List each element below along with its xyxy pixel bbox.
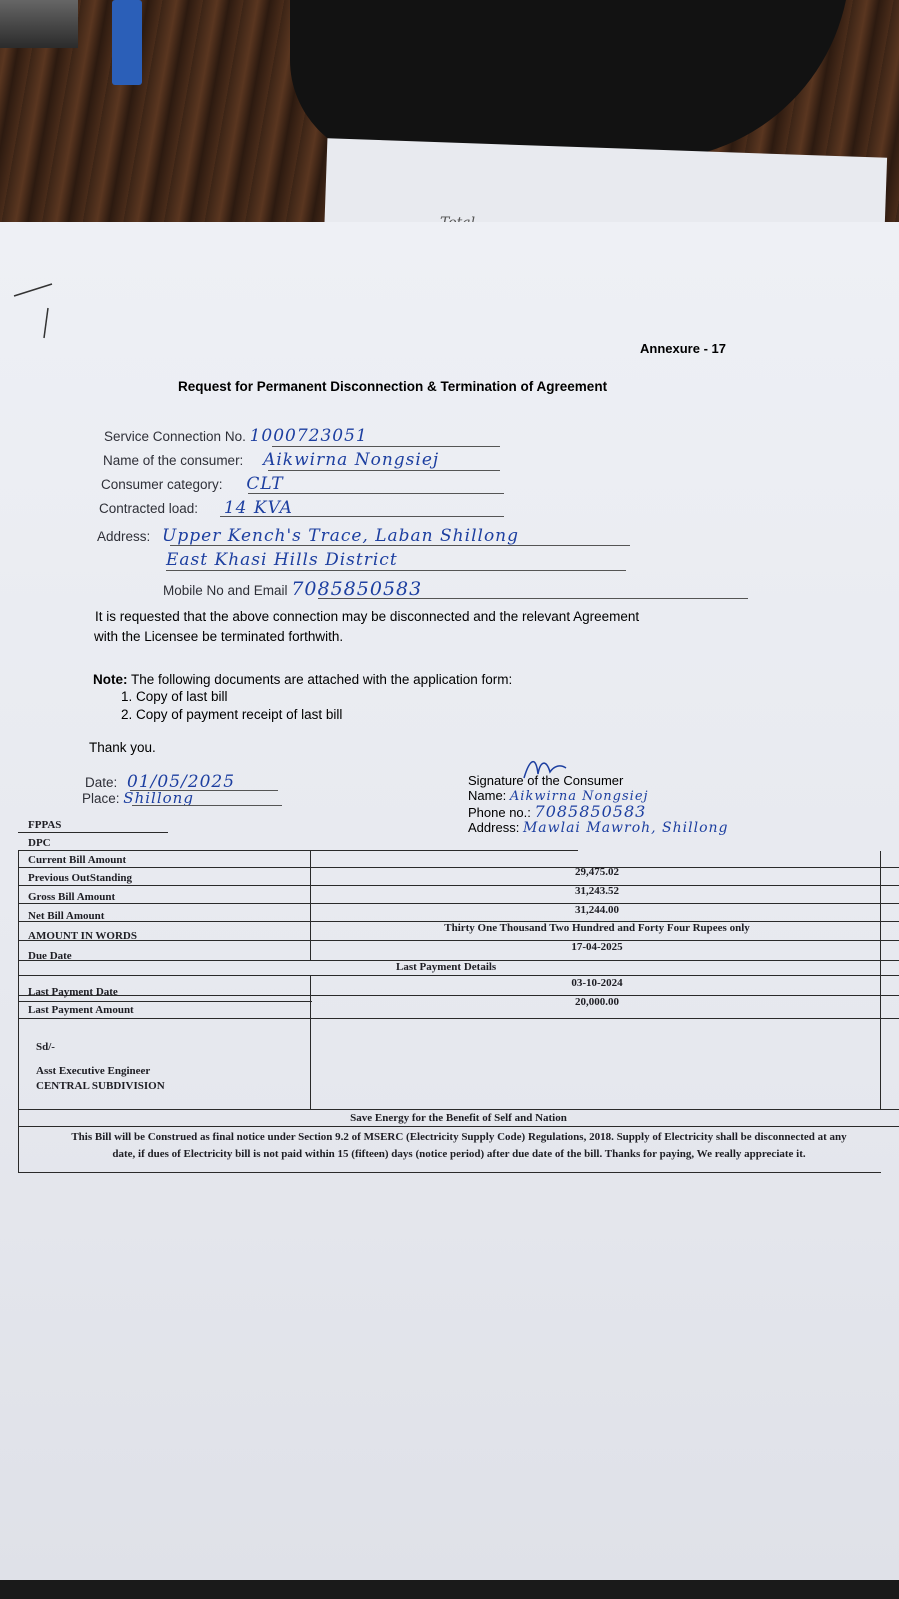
last-payment-date-value: 03-10-2024 bbox=[571, 977, 623, 989]
address-field bbox=[97, 526, 519, 546]
underline bbox=[272, 446, 500, 447]
note-label: Note: bbox=[93, 672, 128, 687]
last-payment-date-label: Last Payment Date bbox=[28, 986, 118, 998]
table-rule bbox=[18, 1109, 899, 1110]
last-payment-amount-value: 20,000.00 bbox=[575, 996, 619, 1008]
previous-outstanding-label: Previous OutStanding bbox=[28, 872, 133, 884]
signature-phone-value: 7085850583 bbox=[534, 802, 647, 821]
blue-object bbox=[112, 0, 142, 85]
underline bbox=[132, 805, 282, 806]
address-label: Address: bbox=[97, 529, 151, 544]
table-rule bbox=[18, 1172, 881, 1173]
table-right-border bbox=[880, 851, 881, 1109]
notice-line-2: date, if dues of Electricity bill is not paid within 15 (fifteen) days (notice period) after due date of the bill. Thanks for paying, We really appreciate it. bbox=[112, 1148, 806, 1160]
underline bbox=[170, 545, 630, 546]
gross-bill-value: 31,243.52 bbox=[575, 885, 619, 897]
place-label: Place: bbox=[82, 791, 120, 806]
mobile-value: 7085850583 bbox=[291, 578, 423, 600]
last-payment-details-label: Last Payment Details bbox=[396, 961, 497, 973]
notice-line-1: This Bill will be Construed as final notice under Section 9.2 of MSERC (Electricity Supply Code) Regulations, 2018. Supply of Electricity shall be disconnected at any bbox=[71, 1131, 847, 1143]
consumer-category-label: Consumer category: bbox=[101, 477, 223, 492]
underline bbox=[220, 516, 504, 517]
pen-mark-icon bbox=[12, 280, 72, 340]
signature-name-label: Name: bbox=[468, 788, 507, 803]
consumer-category-value: CLT bbox=[246, 474, 284, 494]
address-line-2: East Khasi Hills District bbox=[166, 550, 398, 570]
address-line-1: Upper Kench's Trace, Laban Shillong bbox=[162, 526, 520, 546]
table-rule bbox=[18, 850, 578, 851]
table-column-divider bbox=[310, 975, 311, 1109]
table-rule bbox=[18, 975, 899, 976]
request-text-line-1: It is requested that the above connection may be disconnected and the relevant Agreement bbox=[95, 609, 640, 624]
due-date-label: Due Date bbox=[28, 950, 72, 962]
signature-block bbox=[468, 773, 729, 836]
contracted-load-field bbox=[99, 498, 293, 518]
table-rule bbox=[18, 832, 168, 833]
signature-label: Signature of the Consumer bbox=[468, 773, 624, 788]
consumer-name-value: Aikwirna Nongsiej bbox=[263, 450, 440, 470]
notice-text bbox=[24, 1129, 894, 1163]
service-connection-value: 1000723051 bbox=[249, 426, 368, 446]
signature-address-label: Address: bbox=[468, 820, 520, 835]
current-bill-label: Current Bill Amount bbox=[28, 854, 127, 866]
consumer-name-label: Name of the consumer: bbox=[103, 453, 244, 468]
slogan-text: Save Energy for the Benefit of Self and Nation bbox=[350, 1112, 567, 1124]
last-payment-amount-label: Last Payment Amount bbox=[28, 1004, 134, 1016]
documents-list bbox=[121, 688, 342, 724]
amount-in-words-value: Thirty One Thousand Two Hundred and Forty Four Rupees only bbox=[444, 922, 750, 934]
sd-text: Sd/- bbox=[36, 1041, 55, 1053]
mobile-label: Mobile No and Email bbox=[163, 583, 288, 598]
place-value: Shillong bbox=[123, 789, 194, 807]
form-title: Request for Permanent Disconnection & Termination of Agreement bbox=[178, 379, 608, 394]
metal-object bbox=[0, 0, 78, 48]
underline bbox=[318, 598, 748, 599]
signature-phone-line bbox=[468, 804, 729, 820]
date-label: Date: bbox=[85, 775, 118, 790]
underline bbox=[248, 493, 504, 494]
signature-address-line bbox=[468, 820, 729, 836]
document-item: 1. Copy of last bill bbox=[121, 689, 228, 704]
consumer-name-field bbox=[103, 450, 439, 470]
office-text: CENTRAL SUBDIVISION bbox=[36, 1080, 165, 1092]
contracted-load-label: Contracted load: bbox=[99, 501, 199, 516]
consumer-category-field bbox=[101, 474, 284, 494]
note-line bbox=[93, 670, 512, 690]
request-text-line-2: with the Licensee be terminated forthwith. bbox=[94, 629, 344, 644]
table-rule bbox=[18, 1018, 899, 1019]
table-column-divider bbox=[310, 851, 311, 961]
due-date-value: 17-04-2025 bbox=[571, 941, 623, 953]
fppas-label: FPPAS bbox=[28, 819, 62, 831]
table-rule bbox=[18, 1126, 899, 1127]
amount-in-words-label: AMOUNT IN WORDS bbox=[28, 930, 137, 942]
address-line-2-field bbox=[166, 550, 398, 570]
document-item: 2. Copy of payment receipt of last bill bbox=[121, 707, 343, 722]
signature-name-value: Aikwirna Nongsiej bbox=[509, 789, 649, 804]
service-connection-label: Service Connection No. bbox=[104, 429, 246, 444]
gross-bill-label: Gross Bill Amount bbox=[28, 891, 116, 903]
net-bill-label: Net Bill Amount bbox=[28, 910, 105, 922]
net-bill-value: 31,244.00 bbox=[575, 904, 619, 916]
mobile-field bbox=[163, 578, 422, 600]
table-left-border bbox=[18, 851, 19, 1173]
contracted-load-value: 14 KVA bbox=[223, 498, 293, 518]
underline bbox=[268, 470, 500, 471]
dpc-label: DPC bbox=[28, 837, 51, 849]
designation-text: Asst Executive Engineer bbox=[36, 1065, 151, 1077]
date-value: 01/05/2025 bbox=[127, 772, 236, 792]
note-text: The following documents are attached with the application form: bbox=[131, 672, 513, 687]
thank-you-text: Thank you. bbox=[89, 740, 156, 755]
underline bbox=[166, 570, 626, 571]
signature-address-value: Mawlai Mawroh, Shillong bbox=[522, 820, 729, 836]
annexure-label: Annexure - 17 bbox=[640, 341, 726, 356]
table-rule bbox=[18, 1001, 312, 1002]
current-bill-value: 29,475.02 bbox=[575, 866, 619, 878]
bottom-edge bbox=[0, 1580, 899, 1599]
signature-phone-label: Phone no.: bbox=[468, 805, 531, 820]
service-connection-field bbox=[104, 426, 368, 446]
